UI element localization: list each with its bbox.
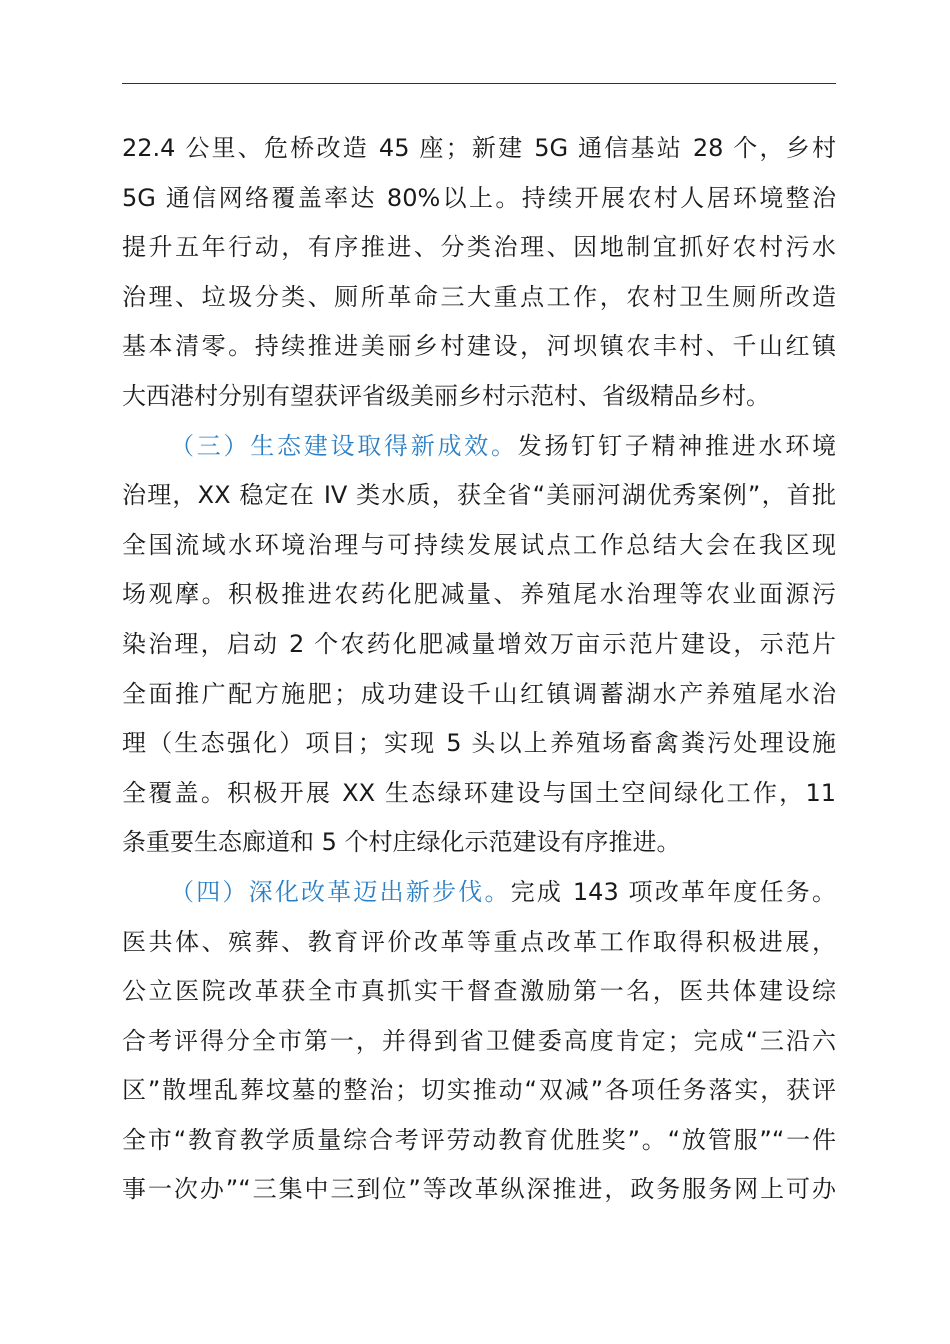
text-line: 条重要生态廊道和 5 个村庄绿化示范建设有序推进。 [122, 828, 681, 857]
text-run: 发扬钉钉子精神推进水环境 [517, 431, 836, 460]
section-heading-reform: （四）深化改革迈出新步伐。 [170, 877, 511, 906]
text-line: 全覆盖。积极开展 XX 生态绿环建设与国土空间绿化工作，11 [122, 778, 836, 807]
text-line: 理（生态强化）项目；实现 5 头以上养殖场畜禽粪污处理设施 [122, 729, 836, 758]
text-line: 医共体、殡葬、教育评价改革等重点改革工作取得积极进展， [122, 927, 836, 956]
text-line: 公立医院改革获全市真抓实干督查激励第一名，医共体建设综 [122, 977, 836, 1006]
text-line: 大西港村分别有望获评省级美丽乡村示范村、省级精品乡村。 [122, 381, 770, 410]
text-line: 治理、垃圾分类、厕所革命三大重点工作，农村卫生厕所改造 [122, 282, 836, 311]
text-line: 全国流域水环境治理与可持续发展试点工作总结大会在我区现 [122, 530, 836, 559]
text-line [122, 868, 836, 918]
paragraph-ecological-construction [122, 422, 836, 868]
section-heading-ecology: （三）生态建设取得新成效。 [170, 431, 518, 460]
text-line: 22.4 公里、危桥改造 45 座；新建 5G 通信基站 28 个，乡村 [122, 134, 836, 162]
text-line: 染治理，启动 2 个农药化肥减量增效万亩示范片建设，示范片 [122, 629, 836, 658]
text-line: 治理，XX 稳定在 IV 类水质，获全省“美丽河湖优秀案例”，首批 [122, 481, 836, 510]
paragraph-reform [122, 868, 836, 1215]
text-line: 全市“教育教学质量综合考评劳动教育优胜奖”。“放管服”“一件 [122, 1125, 836, 1154]
text-line: 区”散埋乱葬坟墓的整治；切实推动“双减”各项任务落实，获评 [122, 1076, 836, 1105]
text-line: 提升五年行动，有序推进、分类治理、因地制宜抓好农村污水 [122, 233, 836, 262]
document-body [122, 124, 836, 1215]
text-line: 基本清零。持续推进美丽乡村建设，河坝镇农丰村、千山红镇 [122, 332, 836, 361]
paragraph-rural-environment [122, 124, 836, 422]
text-line: 事一次办”“三集中三到位”等改革纵深推进，政务服务网上可办 [122, 1175, 836, 1204]
text-line: 场观摩。积极推进农药化肥减量、养殖尾水治理等农业面源污 [122, 580, 836, 609]
text-line: 全面推广配方施肥；成功建设千山红镇调蓄湖水产养殖尾水治 [122, 679, 836, 708]
text-line: 5G 通信网络覆盖率达 80%以上。持续开展农村人居环境整治 [122, 183, 836, 212]
text-run: 完成 143 项改革年度任务。 [510, 877, 836, 906]
text-line: 合考评得分全市第一，并得到省卫健委高度肯定；完成“三沿六 [122, 1026, 836, 1055]
text-line [122, 422, 836, 472]
header-rule [122, 83, 836, 84]
